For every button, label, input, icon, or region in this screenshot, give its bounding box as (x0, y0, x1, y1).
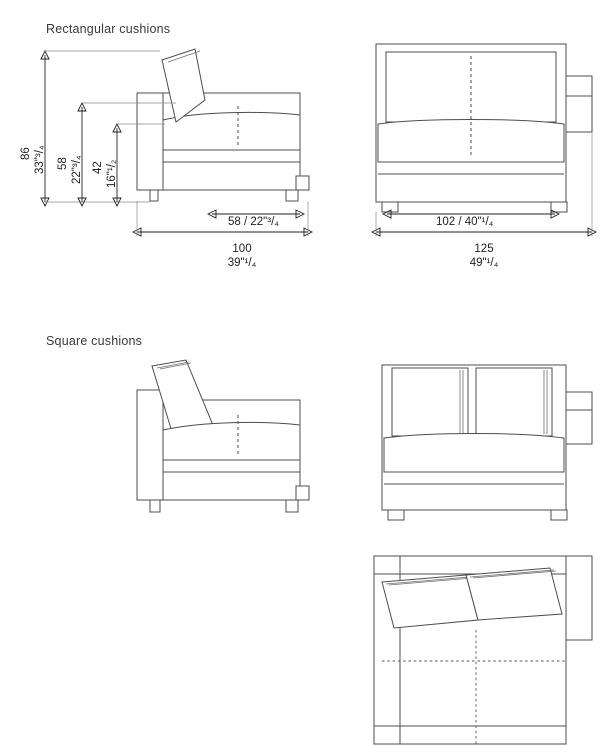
dim-depth-total-imperial: 39"¹/₄ (227, 257, 257, 269)
section-title-rectangular: Rectangular cushions (46, 22, 171, 36)
dim-height-overall-metric: 86 (20, 147, 32, 160)
dim-width-total-imperial: 49"¹/₄ (469, 257, 499, 269)
dim-height-seat-metric: 42 (92, 161, 104, 174)
dim-height-back-imperial: 22"³/₄ (71, 155, 83, 184)
dim-height-seat-imperial: 16"¹/₂ (106, 159, 118, 188)
square-side-view-geometry (137, 360, 309, 512)
dim-height-overall-imperial: 33"³/₄ (34, 145, 46, 174)
section-title-square: Square cushions (46, 334, 143, 348)
dim-depth-seat: 58 / 22"³/₄ (228, 216, 279, 228)
square-front-view-geometry (382, 365, 592, 520)
square-top-view-geometry (374, 556, 592, 744)
dim-depth-total-metric: 100 (232, 243, 252, 255)
dim-width-seat: 102 / 40"¹/₄ (436, 216, 494, 228)
dim-height-back-metric: 58 (57, 157, 69, 170)
rect-front-view-geometry (376, 44, 592, 212)
rect-side-view-geometry (137, 49, 309, 201)
rect-side-horizontal-dimensions (133, 201, 312, 236)
dim-width-total-metric: 125 (474, 243, 494, 255)
